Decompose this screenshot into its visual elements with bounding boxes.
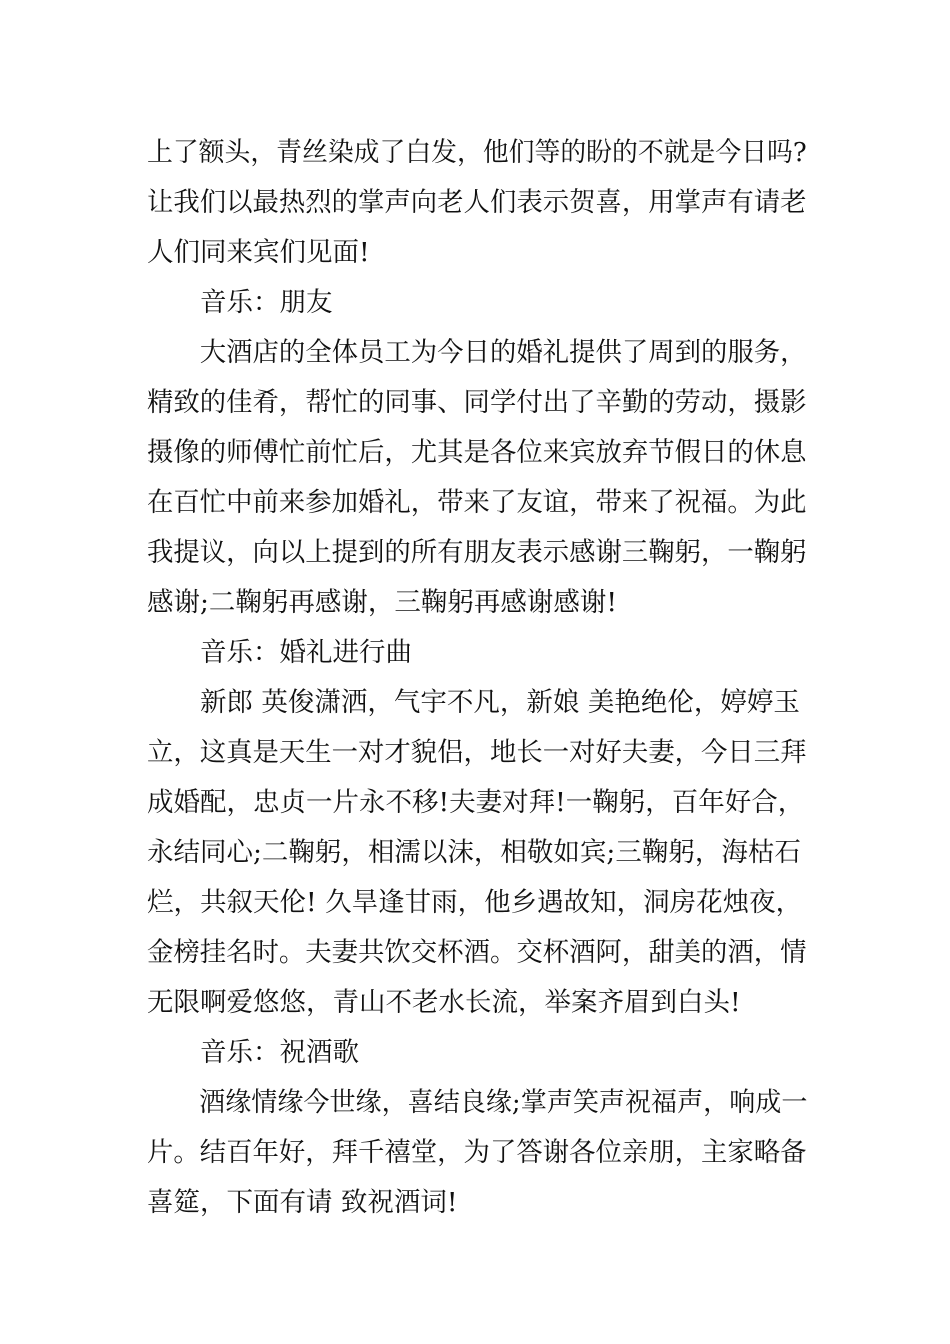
text-line: 永结同心;二鞠躬，相濡以沫，相敬如宾;三鞠躬，海枯石: [147, 837, 801, 868]
text-line: 上了额头，青丝染成了白发，他们等的盼的不就是今日吗?: [147, 137, 807, 168]
text-line: 感谢;二鞠躬再感谢，三鞠躬再感谢感谢!: [147, 587, 618, 618]
paragraph-first-line: 大酒店的全体员工为今日的婚礼提供了周到的服务，: [199, 337, 807, 368]
text-line: 摄像的师傅忙前忙后，尤其是各位来宾放弃节假日的休息: [147, 437, 807, 468]
text-line: 金榜挂名时。夫妻共饮交杯酒。交杯酒阿，甜美的酒，情: [147, 937, 807, 968]
paragraph-first-line: 酒缘情缘今世缘，喜结良缘;掌声笑声祝福声，响成一: [199, 1087, 808, 1118]
document-body: [147, 128, 807, 1228]
section-heading-music: 音乐：朋友: [200, 287, 333, 318]
text-line: 让我们以最热烈的掌声向老人们表示贺喜，用掌声有请老: [147, 187, 807, 218]
section-heading-music: 音乐：婚礼进行曲: [200, 637, 412, 668]
text-line: 人们同来宾们见面!: [147, 237, 370, 268]
text-line: 精致的佳肴，帮忙的同事、同学付出了辛勤的劳动，摄影: [147, 387, 807, 418]
text-line: 立，这真是天生一对才貌侣，地长一对好夫妻，今日三拜: [147, 737, 807, 768]
text-line: 烂，共叙天伦! 久旱逢甘雨，他乡遇故知，洞房花烛夜，: [147, 887, 803, 918]
text-line: 成婚配，忠贞一片永不移!夫妻对拜!一鞠躬，百年好合，: [147, 787, 805, 818]
section-heading-music: 音乐：祝酒歌: [200, 1037, 359, 1068]
paragraph-first-line: 新郎 英俊潇洒，气宇不凡，新娘 美艳绝伦，婷婷玉: [200, 687, 800, 718]
text-line: 无限啊爱悠悠，青山不老水长流，举案齐眉到白头!: [147, 987, 741, 1018]
text-line: 喜筵，下面有请 致祝酒词!: [147, 1187, 458, 1218]
text-line: 片。结百年好，拜千禧堂，为了答谢各位亲朋，主家略备: [147, 1137, 807, 1168]
text-line: 我提议，向以上提到的所有朋友表示感谢三鞠躬，一鞠躬: [147, 537, 807, 568]
text-line: 在百忙中前来参加婚礼，带来了友谊，带来了祝福。为此: [147, 487, 807, 518]
